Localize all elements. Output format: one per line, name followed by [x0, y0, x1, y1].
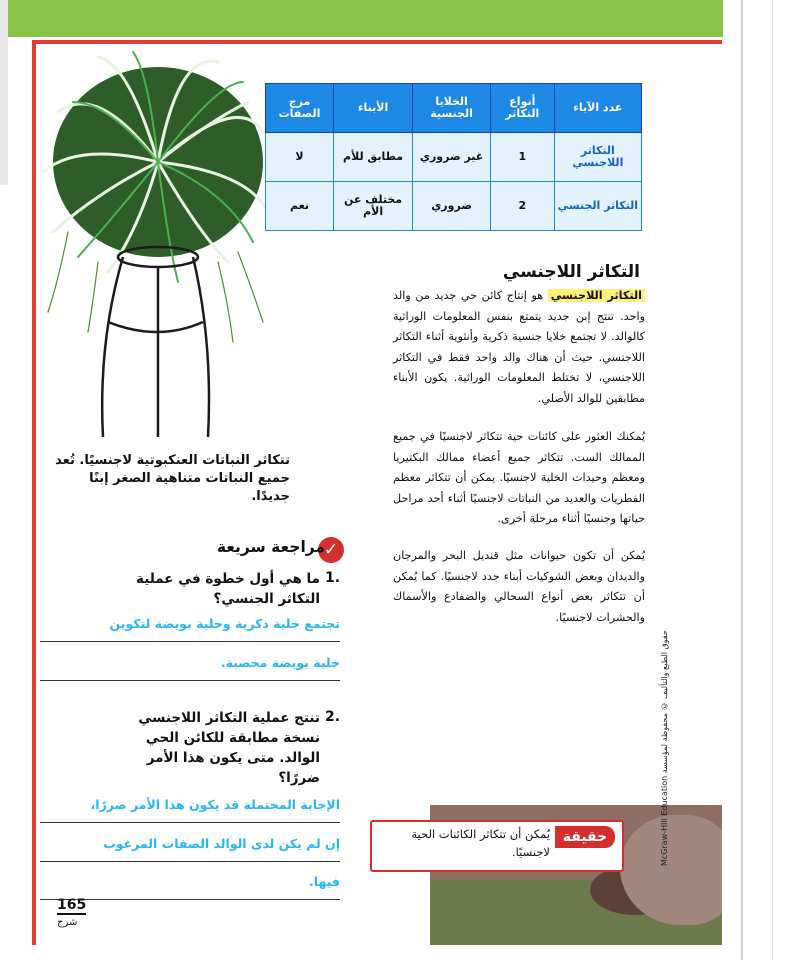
table-header: أنواع التكاثر: [490, 84, 554, 133]
plant-stand: [102, 247, 209, 437]
section-title: التكاثر اللاجنسي: [502, 262, 640, 282]
table-cell: مختلف عن الأم: [333, 182, 412, 231]
fact-label: حقيقة: [555, 826, 615, 848]
table-cell: غير ضروري: [413, 133, 491, 182]
question-2: تنتج عملية التكاثر اللاجنسي نسخة مطابقة للكائن الحي الوالد. متى يكون هذا الأمر ضررًا؟: [138, 710, 320, 786]
question-1: ما هي أول خطوة في عملية التكاثر الجنسي؟: [136, 571, 320, 607]
spider-plant-illustration: [38, 42, 278, 452]
page-number: 165: [57, 897, 87, 913]
paragraph-1: [393, 286, 645, 409]
page-edge-divider: [741, 0, 743, 960]
page-label: شرح: [57, 917, 78, 928]
plant-foliage: [43, 52, 268, 342]
question-number: 1.: [325, 570, 341, 586]
answer-line: خلية بويضة مخصبة.: [40, 651, 340, 681]
reproduction-comparison-table: [265, 83, 642, 231]
question-number: 2.: [325, 709, 341, 725]
highlighted-term: التكاثر اللاجنسي: [548, 289, 645, 302]
answer-line: الإجابة المحتملة قد يكون هذا الأمر ضررًا،: [40, 793, 340, 823]
checkmark-icon: ✓: [318, 537, 344, 563]
table-row: [266, 182, 642, 231]
table-row: [266, 133, 642, 182]
table-cell: التكاثر اللاجنسي: [554, 133, 641, 182]
table-header-row: [266, 84, 642, 133]
table-header: مزج الصفات: [266, 84, 334, 133]
fact-text: يُمكن أن تتكاثر الكائنات الحية لاجنسيًا.: [411, 827, 550, 859]
table-header: الخلايا الجنسية: [413, 84, 491, 133]
quick-review-title: مراجعة سريعة: [216, 538, 325, 556]
paragraph-1-text: هو إنتاج كائن حي جديد من والد واحد. تنتج إبن جديد يتمتع بنفس المعلومات الوراثية كالوالد. لا تجتمع خلايا جنسية ذكرية وأنثوية أثناء التكاثر اللاجنسي. حيث أن هناك والد واحد فقط في التكاثر اللاجنسي، لا تختلط المعلومات الوراثية. يكون الأبناء مطابقين للوالد الأصلي.: [393, 289, 645, 405]
table-cell: ضروري: [413, 182, 491, 231]
answer-line: إن لم يكن لدى الوالد الصفات المرغوب: [40, 832, 340, 862]
paragraph-2: يُمكنك العثور على كائنات حية تتكاثر لاجنسيًا في جميع الممالك الست. تتكاثر جميع أعضاء ممالك البكتيريا ومعظم وحيدات الخلية لاجنسيًا. يمكن أن تتكاثر معظم الفطريات والعديد من النباتات لاجنسيًا أثناء أحد مراحل حياتها وجنسيًا أثناء مرحلة أخرى.: [393, 430, 645, 525]
page-frame-left: [32, 40, 36, 945]
table-cell: التكاثر الجنسي: [554, 182, 641, 231]
top-green-bar: [0, 0, 723, 37]
answer-line: فيها.: [40, 870, 340, 900]
table-cell: لا: [266, 133, 334, 182]
table-cell: مطابق للأم: [333, 133, 412, 182]
table-cell: نعم: [266, 182, 334, 231]
answer-line: تجتمع خلية ذكرية وخلية بويضة لتكوين: [40, 612, 340, 642]
table-header: الأبناء: [333, 84, 412, 133]
table-header: عدد الآباء: [554, 84, 641, 133]
copyright-credit: حقوق الطبع والتأليف © محفوظة لمؤسسة McGraw-Hill Education: [660, 630, 669, 866]
page-edge-divider-2: [772, 0, 773, 960]
table-cell: 1: [490, 133, 554, 182]
left-edge-strip: [0, 0, 8, 185]
paragraph-3: يُمكن أن تكون حيوانات مثل قنديل البحر والمرجان والديدان وبعض الشوكيات أبناء جدد لاجنسيًا. كما يُمكن أن تتكاثر بعض أنواع السحالي والضفادع والأسماك والحشرات لاجنسيًا.: [393, 549, 645, 624]
image-caption: تتكاثر النباتات العنكبوتية لاجنسيًا. تُعد جميع النباتات متناهية الصغر إبنًا جديدًا.: [55, 453, 290, 504]
table-cell: 2: [490, 182, 554, 231]
